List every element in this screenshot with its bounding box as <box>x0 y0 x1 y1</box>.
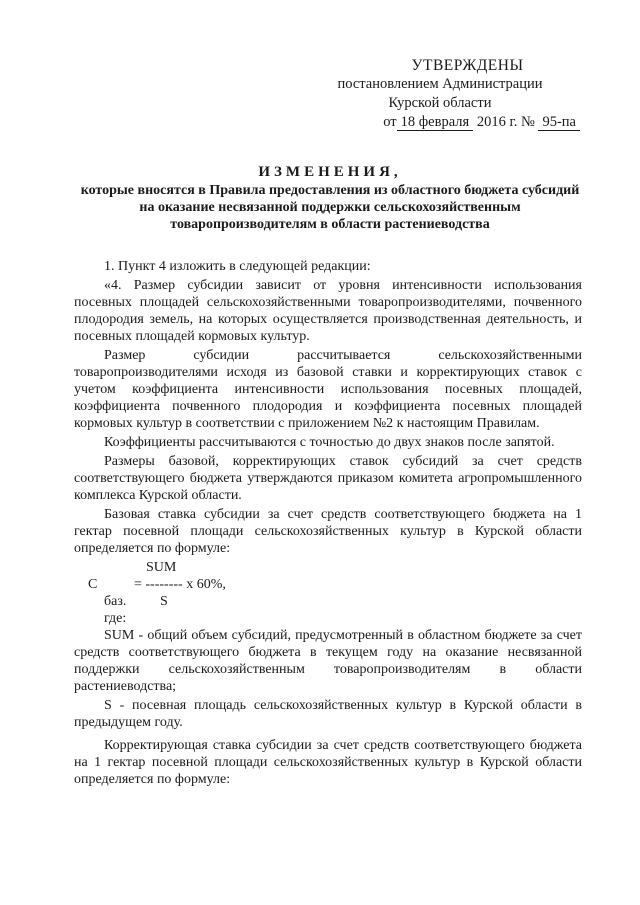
formula-lhs: C <box>88 577 98 592</box>
date-prefix: от <box>383 114 397 130</box>
paragraph-5: Размеры базовой, корректирующих ставок субсидий за счет средств соответствующего бюджета утверждаются приказом комитета агропромышленного комплекса Курской области. <box>74 454 582 503</box>
formula-subscript: баз. <box>104 594 127 609</box>
document-title: ИЗМЕНЕНИЯ, <box>258 164 402 180</box>
paragraph-9: Корректирующая ставка субсидии за счет средств соответствующего бюджета на 1 гектар посевной площади сельскохозяйственных культур в Курской области определяется по формуле: <box>74 738 582 787</box>
document-body <box>74 258 582 790</box>
year: 2016 г. <box>476 114 518 130</box>
formula-denominator: S <box>160 594 168 609</box>
number-prefix: № <box>521 114 535 130</box>
approval-line-1: постановлением Администрации <box>337 76 543 92</box>
approval-title: УТВЕРЖДЕНЫ <box>411 57 524 74</box>
number-value: 95-па <box>538 114 580 131</box>
approval-date-line <box>300 113 580 132</box>
formula-rhs: = -------- x 60%, <box>134 577 226 592</box>
document-heading <box>80 162 580 233</box>
paragraph-3: Размер субсидии рассчитывается сельскохозяйственными товаропроизводителями исходя из базовой ставки и корректирующих ставок с учетом коэффициента интенсивности использования посевных площадей, коэффициента почвенного плодородия и коэффициента посевных площадей кормовых культур в соответствии с приложением №2 к настоящим Правилам. <box>74 348 582 431</box>
paragraph-8: S - посевная площадь сельскохозяйственных культур в Курской области в предыдущем году. <box>74 698 582 730</box>
paragraph-7: SUM - общий объем субсидий, предусмотренный в областном бюджете за счет средств соответствующего бюджета в текущем году на оказание несвязанной поддержки сельскохозяйственным товаропроизводителям в области растениеводства; <box>74 628 582 694</box>
date-value: 18 февраля <box>397 114 474 131</box>
approval-block <box>300 56 580 132</box>
document-subtitle: которые вносятся в Правила предоставления из областного бюджета субсидий на оказание несвязанной поддержки сельскохозяйственным товаропроизводителям в области растениеводства <box>80 183 580 232</box>
base-rate-formula <box>74 559 582 627</box>
formula-where: где: <box>104 611 127 626</box>
paragraph-6: Базовая ставка субсидии за счет средств соответствующего бюджета на 1 гектар посевной площади сельскохозяйственных культур в Курской области определяется по формуле: <box>74 507 582 556</box>
paragraph-4: Коэффициенты рассчитываются с точностью до двух знаков после запятой. <box>104 435 555 450</box>
formula-numerator: SUM <box>146 560 177 575</box>
approval-line-2: Курской области <box>388 95 492 111</box>
paragraph-2: «4. Размер субсидии зависит от уровня интенсивности использования посевных площадей сельскохозяйственными товаропроизводителями, почвенного плодородия земель, на которых осуществляется производственная деятельность, и посевных площадей кормовых культур. <box>74 278 582 344</box>
paragraph-1: 1. Пункт 4 изложить в следующей редакции: <box>104 259 371 274</box>
